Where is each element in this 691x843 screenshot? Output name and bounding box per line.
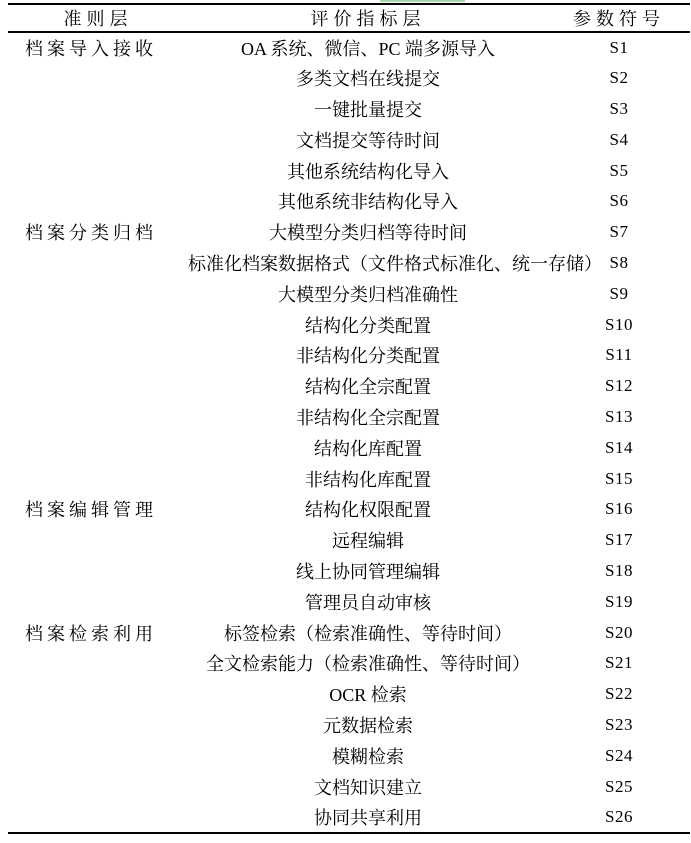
symbol-cell: S8 — [609, 252, 629, 272]
symbol-cell: S14 — [605, 437, 633, 457]
symbol-cell: S9 — [609, 283, 629, 303]
table-row — [8, 771, 690, 802]
table-row — [8, 525, 690, 556]
symbol-cell: S17 — [605, 530, 633, 550]
header-parameter-symbol: 参数符号 — [573, 9, 665, 29]
indicator-cell: 非结构化全宗配置 — [296, 407, 440, 428]
criterion-cell: 档案检索利用 — [25, 623, 157, 644]
symbol-cell: S7 — [609, 222, 629, 242]
indicator-cell: 结构化全宗配置 — [305, 377, 431, 398]
criterion-cell: 档案分类归档 — [25, 223, 157, 244]
indicator-cell: 模糊检索 — [332, 746, 404, 767]
indicator-cell: 标准化档案数据格式（文件格式标准化、统一存储） — [188, 253, 602, 274]
indicator-cell: 管理员自动审核 — [305, 592, 431, 613]
symbol-cell: S26 — [605, 806, 633, 826]
criterion-cell — [8, 586, 188, 617]
criterion-cell — [8, 432, 188, 463]
table-row — [8, 402, 690, 433]
table-row — [8, 432, 690, 463]
table-row — [8, 802, 690, 833]
table-row — [8, 556, 690, 587]
indicator-cell: 结构化分类配置 — [305, 315, 431, 336]
symbol-cell: S12 — [605, 376, 633, 396]
table-row — [8, 32, 690, 63]
indicator-cell: 非结构化库配置 — [305, 469, 431, 490]
indicator-cell: OA 系统、微信、PC 端多源导入 — [240, 38, 496, 59]
table-row — [8, 740, 690, 771]
table-row — [8, 494, 690, 525]
symbol-cell: S6 — [609, 191, 629, 211]
symbol-cell: S11 — [605, 345, 633, 365]
symbol-cell: S24 — [605, 745, 633, 765]
indicator-cell: 协同共享利用 — [314, 807, 422, 828]
symbol-cell: S3 — [609, 98, 629, 118]
table-row — [8, 278, 690, 309]
criterion-cell — [8, 340, 188, 371]
table-row — [8, 186, 690, 217]
table-body — [8, 32, 690, 833]
indicator-cell: 结构化权限配置 — [305, 500, 431, 521]
criterion-cell — [8, 94, 188, 125]
criterion-cell — [8, 155, 188, 186]
symbol-cell: S13 — [605, 406, 633, 426]
table-row — [8, 248, 690, 279]
symbol-cell: S10 — [605, 314, 633, 334]
indicator-cell: 标签检索（检索准确性、等待时间） — [224, 623, 512, 644]
indicator-cell: 一键批量提交 — [314, 99, 422, 120]
evaluation-index-table — [8, 3, 690, 834]
table-row — [8, 586, 690, 617]
header-indicator-layer: 评价指标层 — [310, 9, 426, 29]
criterion-cell — [8, 309, 188, 340]
indicator-cell: 结构化库配置 — [314, 438, 422, 459]
criterion-cell — [8, 278, 188, 309]
symbol-cell: S4 — [609, 129, 629, 149]
criterion-cell — [8, 463, 188, 494]
criterion-cell — [8, 248, 188, 279]
symbol-cell: S5 — [609, 160, 629, 180]
criterion-cell — [8, 710, 188, 741]
criterion-cell — [8, 802, 188, 833]
indicator-cell: 远程编辑 — [332, 531, 404, 552]
indicator-cell: 线上协同管理编辑 — [296, 561, 440, 582]
symbol-cell: S15 — [605, 468, 633, 488]
indicator-cell: 大模型分类归档等待时间 — [269, 223, 467, 244]
symbol-cell: S22 — [605, 684, 633, 704]
table-row — [8, 371, 690, 402]
indicator-cell: 非结构化分类配置 — [296, 346, 440, 367]
indicator-cell: 其他系统结构化导入 — [287, 161, 449, 182]
table-row — [8, 124, 690, 155]
header-criterion-layer: 准则层 — [63, 9, 133, 29]
indicator-cell: 文档提交等待时间 — [296, 130, 440, 151]
symbol-cell: S18 — [605, 560, 633, 580]
criterion-cell — [8, 771, 188, 802]
criterion-cell — [8, 63, 188, 94]
table-row — [8, 155, 690, 186]
indicator-cell: 其他系统非结构化导入 — [278, 192, 458, 213]
table-row — [8, 63, 690, 94]
criterion-cell — [8, 402, 188, 433]
table-row — [8, 710, 690, 741]
table-row — [8, 94, 690, 125]
table-row — [8, 309, 690, 340]
table-row — [8, 217, 690, 248]
symbol-cell: S16 — [605, 499, 633, 519]
symbol-cell: S25 — [605, 776, 633, 796]
criterion-cell — [8, 740, 188, 771]
symbol-cell: S21 — [605, 653, 633, 673]
table-row — [8, 617, 690, 648]
criterion-cell — [8, 648, 188, 679]
criterion-cell — [8, 186, 188, 217]
indicator-cell: 元数据检索 — [323, 715, 413, 736]
table-row — [8, 679, 690, 710]
indicator-cell: OCR 检索 — [329, 685, 407, 706]
symbol-cell: S1 — [609, 37, 629, 57]
criterion-cell — [8, 124, 188, 155]
screenshot-green-artifact — [380, 0, 465, 2]
symbol-cell: S19 — [605, 591, 633, 611]
criterion-cell — [8, 679, 188, 710]
indicator-cell: 多类文档在线提交 — [296, 69, 440, 90]
criterion-cell — [8, 525, 188, 556]
criterion-cell: 档案导入接收 — [25, 38, 157, 59]
criterion-cell — [8, 556, 188, 587]
symbol-cell: S2 — [609, 68, 629, 88]
table-row — [8, 648, 690, 679]
table-row — [8, 463, 690, 494]
indicator-cell: 大模型分类归档准确性 — [278, 284, 458, 305]
symbol-cell: S20 — [605, 622, 633, 642]
symbol-cell: S23 — [605, 714, 633, 734]
table-row — [8, 340, 690, 371]
header-row — [8, 4, 690, 32]
criterion-cell: 档案编辑管理 — [25, 500, 157, 521]
indicator-cell: 全文检索能力（检索准确性、等待时间） — [206, 654, 530, 675]
indicator-cell: 文档知识建立 — [314, 777, 422, 798]
criterion-cell — [8, 371, 188, 402]
